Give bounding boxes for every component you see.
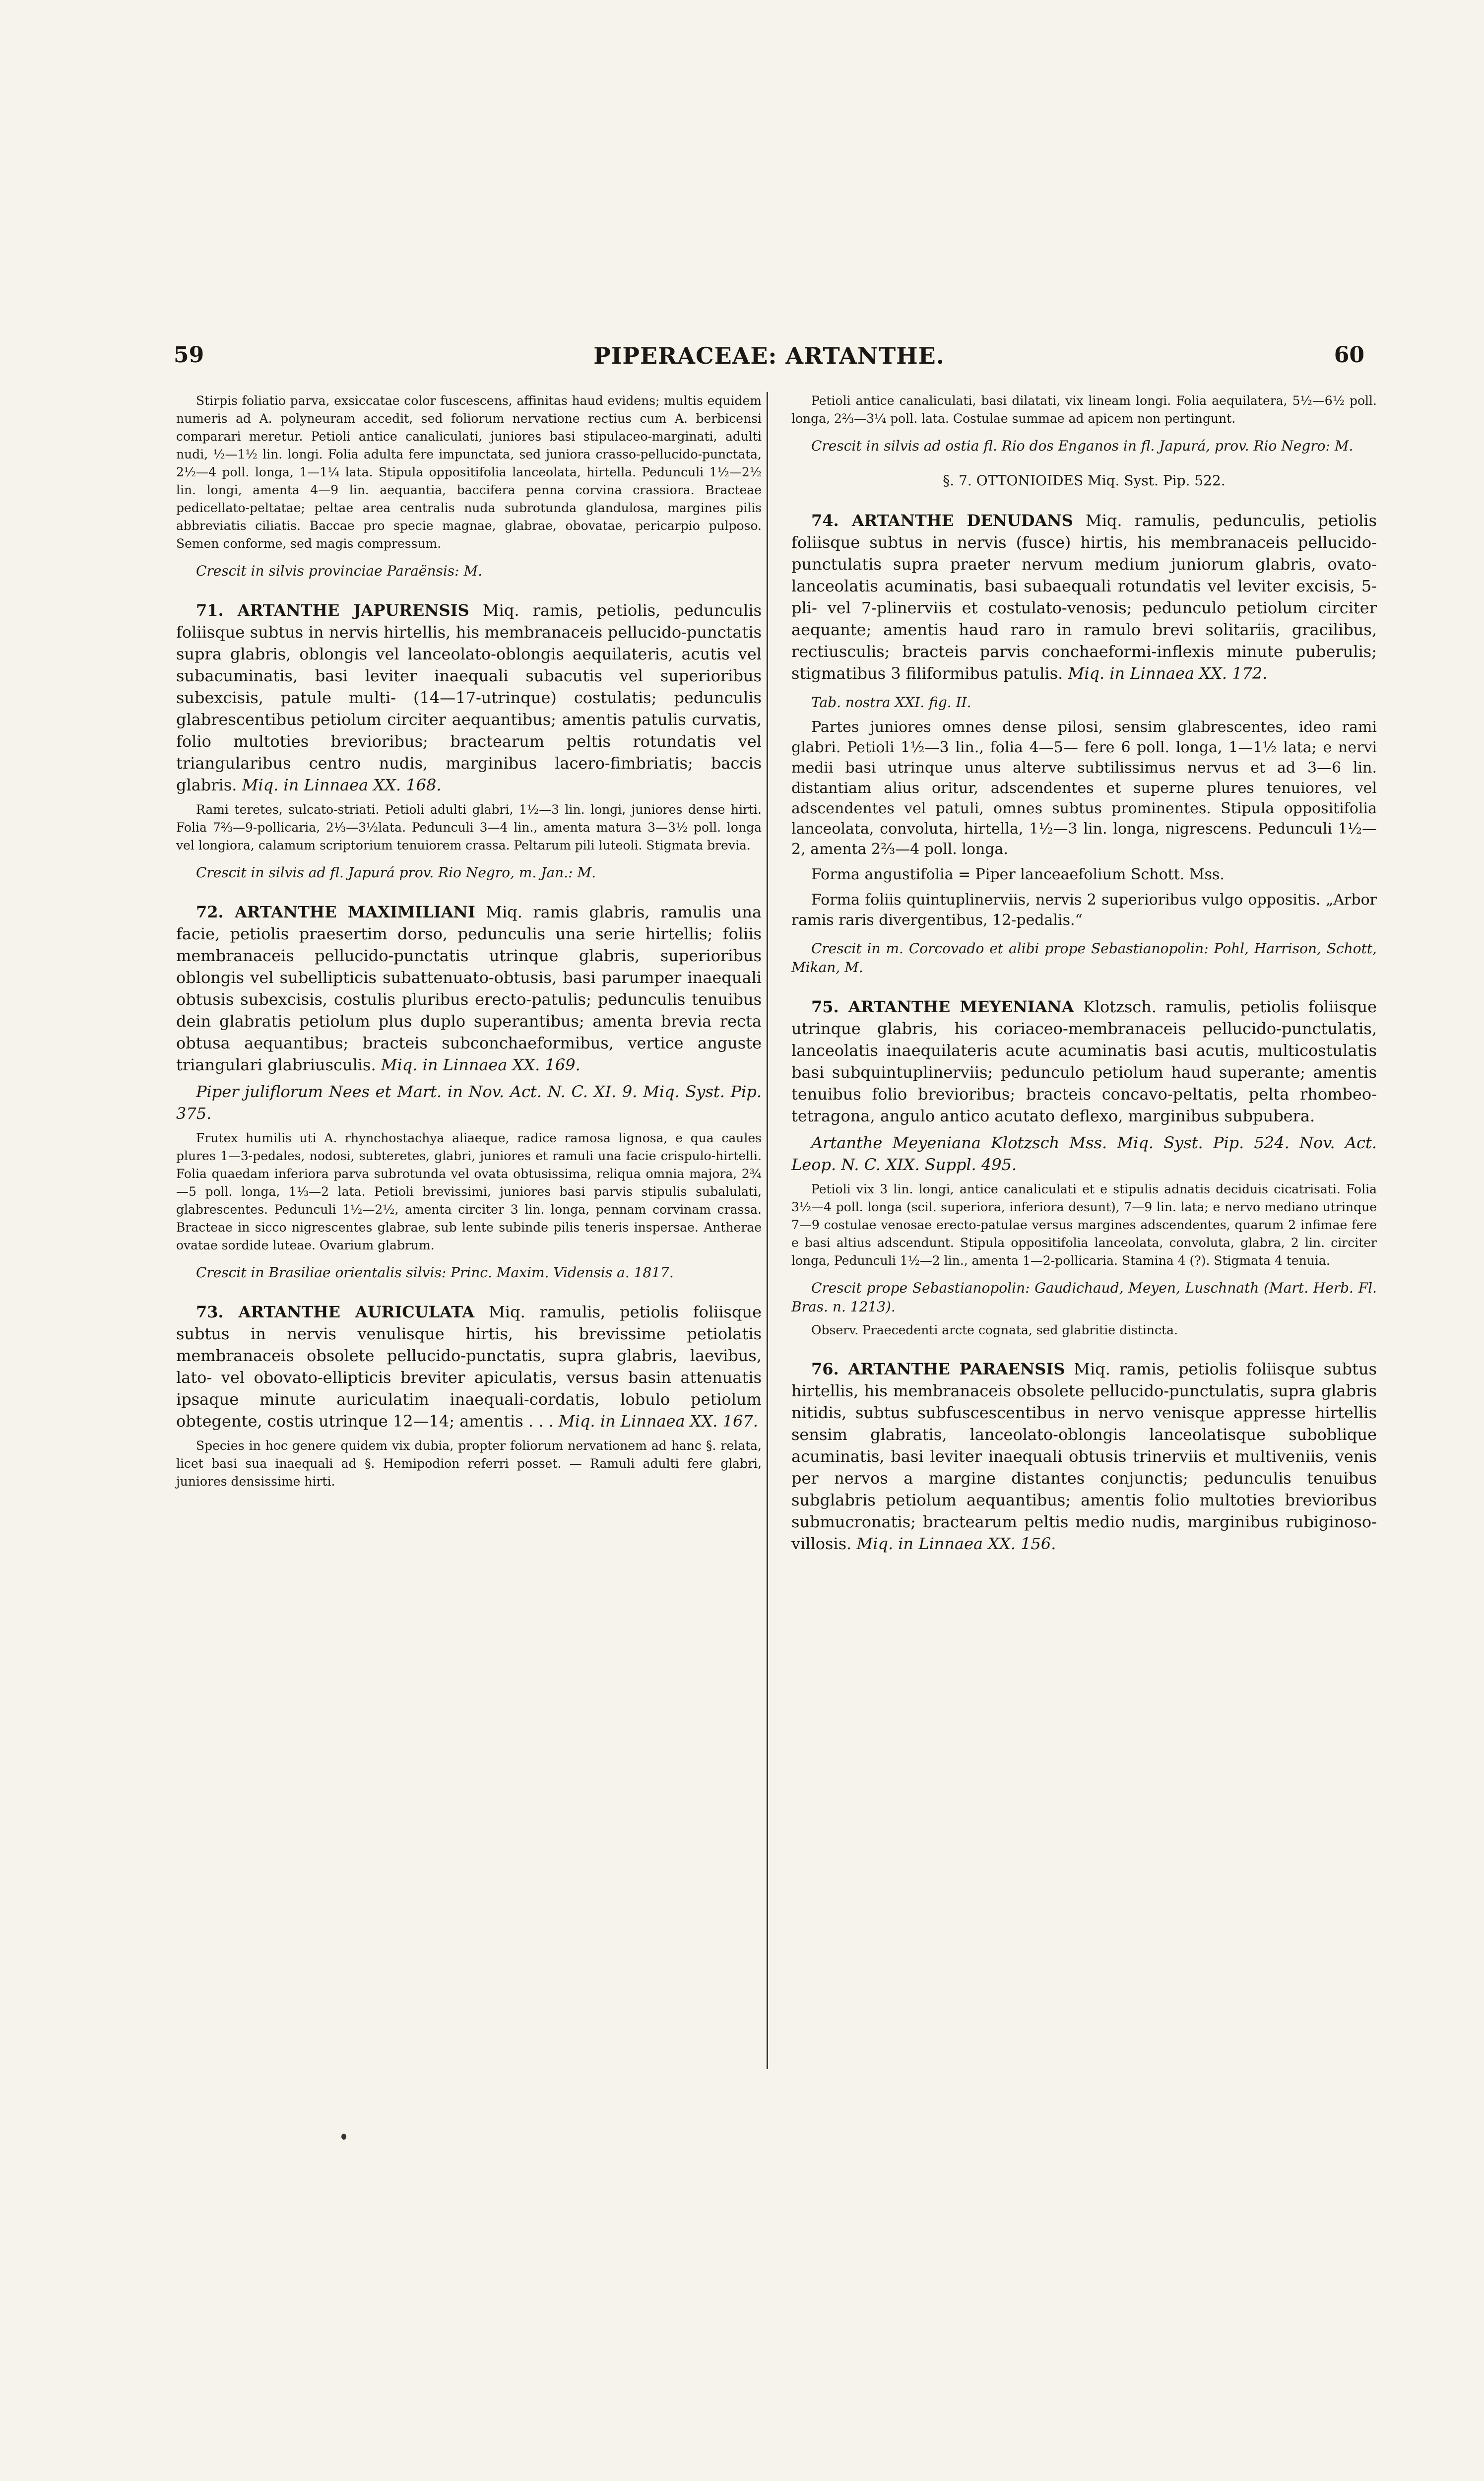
description-paragraph: Frutex humilis uti A. rhynchostachya aliaeque, radice ramosa lignosa, e qua caules plures 1—3-pedales, nodosi, subteretes, glabri, juniores et ramuli una facie crispulo-hirtelli. Folia quaedam inferiora parva subrotunda vel ovata obtusissima, reliqua omnia majora, 2¾—5 poll. longa, 1⅓—2 lata. Petioli brevissimi, juniores basi parvis stipulis subalulati, glabrescentes. Pedunculi 1½—2½, amenta circiter 3 lin. longa, pennam corvinam crassa. Bracteae in sicco nigrescentes glabrae, sub lente subinde pilis teneris inspersae. Antherae ovatae sordide luteae. Ovarium glabrum. — [176, 1131, 762, 1252]
species-diagnosis: Miq. ramis, petiolis, pedunculis foliisque subtus in nervis hirtellis, his membranaceis pellucido-punctatis supra glabris, oblongis vel lanceolato-oblongis aequilateris, acutis vel subacuminatis, basi leviter inaequali subacutis vel superioribus subexcisis, patule multi- (14—17-utrinque) costulatis; pedunculis glabrescentibus petiolum circiter aequantibus; amentis patulis curvatis, folio multoties brevioribus; bractearum peltis rotundatis vel triangularibus centro nudis, marginibus lacero-fimbriatis; baccis glabris. — [176, 601, 762, 794]
species-name: 72. ARTANTHE MAXIMILIANI — [196, 903, 475, 921]
habitat-note: Crescit prope Sebastianopolin: Gaudichaud, Meyen, Luschnath (Mart. Herb. Fl. Bras. n. 1213). — [791, 1280, 1377, 1315]
description-paragraph: Observ. Praecedenti arcte cognata, sed glabritie distincta. — [811, 1323, 1178, 1337]
description-paragraph: Species in hoc genere quidem vix dubia, propter foliorum nervationem ad hanc §. relata, licet basi sua inaequali ad §. Hemipodion referri posset. — Ramuli adulti fere glabri, juniores densissime hirti. — [176, 1438, 762, 1489]
habitat-note: Crescit in silvis ad ostia fl. Rio dos Enganos in fl. Japurá, prov. Rio Negro: M. — [811, 438, 1354, 454]
species-diagnosis: Miq. ramulis, pedunculis, petiolis foliisque subtus in nervis (fusce) hirtis, his membranaceis pellucido-punctulatis supra praeter nervum medium juniorum glabris, ovato-lanceolatis acuminatis, basi subaequali rotundatis vel leviter excisis, 5-pli- vel 7-plinerviis et costulato-venosis; pedunculo petiolum circiter aequante; amentis haud raro in ramulo brevi solitariis, gracilibus, rectiusculis; bracteis parvis conchaeformi-inflexis minute puberulis; stigmatibus 3 filiformibus patulis. — [791, 511, 1377, 683]
species-entry — [176, 599, 762, 796]
body-paragraph: Partes juniores omnes dense pilosi, sensim glabrescentes, ideo rami glabri. Petioli 1½—3 lin., folia 4—5— fere 6 poll. longa, 1—1½ lata; e nervi medii basi utrinque unus alterve subtilissimus nervus et ad 3—6 lin. distantiam alius oritur, adscendentes et superne plures tenuiores, vel adscendentes vel patuli, omnes subtus prominentes. Stipula oppositifolia lanceolata, convoluta, hirtella, 1½—3 lin. longa, nigrescens. Pedunculi 1½—2, amenta 2⅔—4 poll. longa. — [791, 718, 1377, 858]
body-paragraph: Forma angustifolia = Piper lanceaefolium Schott. Mss. — [811, 866, 1225, 883]
species-entry — [791, 510, 1377, 684]
running-title: PIPERACEAE: ARTANTHE. — [593, 342, 945, 369]
right-page-number: 60 — [1334, 342, 1364, 368]
right-column — [791, 392, 1377, 1560]
species-name: 71. ARTANTHE JAPURENSIS — [196, 601, 469, 620]
description-paragraph: Rami teretes, sulcato-striati. Petioli adulti glabri, 1½—3 lin. longi, juniores dense hirti. Folia 7⅔—9-pollicaria, 2⅓—3½lata. Pedunculi 3—4 lin., amenta matura 3—3½ poll. longa vel longiora, calamum scriptorium tenuiorem crassa. Peltarum pili luteoli. Stigmata brevia. — [176, 802, 762, 852]
species-reference: Miq. in Linnaea XX. 167. — [558, 1412, 758, 1431]
species-name: 73. ARTANTHE AURICULATA — [196, 1303, 475, 1321]
habitat-note: Tab. nostra XXI. fig. II. — [811, 694, 971, 711]
species-name: 74. ARTANTHE DENUDANS — [811, 511, 1073, 530]
species-entry — [176, 901, 762, 1076]
species-reference: Miq. in Linnaea XX. 172. — [1068, 664, 1268, 683]
species-name: 76. ARTANTHE PARAENSIS — [811, 1360, 1065, 1378]
species-entry — [791, 1358, 1377, 1555]
left-column — [176, 392, 762, 1496]
description-paragraph: Stirpis foliatio parva, exsiccatae color fuscescens, affinitas haud evidens; multis equidem numeris ad A. polyneuram accedit, sed foliorum nervatione rectius cum A. berbicensi comparari meretur. Petioli antice canaliculati, juniores basi stipulaceo-marginati, adulti nudi, ½—1½ lin. longi. Folia adulta fere impunctata, sed juniora crasso-pellucido-punctata, 2½—4 poll. longa, 1—1¼ lata. Stipula oppositifolia lanceolata, hirtella. Pedunculi 1½—2½ lin. longi, amenta 4—9 lin. aequantia, baccifera penna corvina crassiora. Bracteae pedicellato-peltatae; peltae area centralis nuda subrotunda glandulosa, margines pilis abbreviatis ciliatis. Baccae pro specie magnae, glabrae, obovatae, pericarpio pulposo. Semen conforme, sed magis compressum. — [176, 393, 762, 551]
habitat-note: Crescit in m. Corcovado et alibi prope Sebastianopolin: Pohl, Harrison, Schott, Mikan, M. — [791, 940, 1377, 976]
section-heading: §. 7. OTTONIOIDES Miq. Syst. Pip. 522. — [943, 472, 1226, 489]
left-page-number: 59 — [174, 342, 204, 368]
column-divider — [767, 392, 768, 2069]
habitat-note: Crescit in Brasiliae orientalis silvis: Princ. Maxim. Vidensis a. 1817. — [196, 1264, 674, 1281]
description-paragraph: Petioli vix 3 lin. longi, antice canaliculati et e stipulis adnatis deciduis cicatrisati. Folia 3½—4 poll. longa (scil. superiora, inferiora desunt), 7—9 lin. lata; e nervo mediano utrinque 7—9 costulae venosae erecto-patulae versus margines adscendentes, quarum 2 infimae fere e basi altius adscendunt. Stipula oppositifolia lanceolata, convoluta, glabra, 2 lin. circiter longa, Pedunculi 1½—2 lin., amenta 1—2-pollicaria. Stamina 4 (?). Stigmata 4 tenuia. — [791, 1182, 1377, 1268]
species-name: 75. ARTANTHE MEYENIANA — [811, 997, 1074, 1016]
printer-mark — [341, 2134, 346, 2140]
species-diagnosis: Miq. ramis, petiolis foliisque subtus hirtellis, his membranaceis obsolete pellucido-punctulatis, supra glabris nitidis, subtus subfuscescentibus in nervo venisque appresse hirtellis sensim glabratis, lanceolato-oblongis lanceolatisque suboblique acuminatis, basi leviter inaequali obtusis trinerviis et multiveniis, venis per nervos a margine distantes conjunctis; pedunculis tenuibus subglabris petiolum aequantibus; amentis folio multoties brevioribus submucronatis; bractearum peltis medio nudis, marginibus rubiginoso-villosis. — [791, 1360, 1377, 1553]
species-diagnosis: Klotzsch. ramulis, petiolis foliisque utrinque glabris, his coriaceo-membranaceis pellucido-punctulatis, lanceolatis inaequilateris acute acuminatis basi acutis, multicostulatis basi subquintuplinerviis; pedunculo petiolum haud superante; amentis tenuibus folio brevioribus; bracteis concavo-peltatis, pelta rhombeo-tetragona, angulo antico acutato deflexo, marginibus subpubera. — [791, 997, 1377, 1125]
species-reference: Miq. in Linnaea XX. 169. — [381, 1055, 581, 1074]
body-paragraph: Forma foliis quintuplinerviis, nervis 2 superioribus vulgo oppositis. „Arbor ramis raris divergentibus, 12-pedalis.“ — [791, 891, 1377, 929]
species-diagnosis: Miq. ramulis, petiolis foliisque subtus in nervis venulisque hirtis, his brevissime petiolatis membranaceis obsolete pellucido-punctatis, supra glabris, laevibus, lato- vel obovato-ellipticis breviter apiculatis, versus basin attenuatis ipsaque minute auriculatim inaequali-cordatis, lobulo petiolum obtegente, costis utrinque 12—14; amentis . . . — [176, 1303, 762, 1431]
running-header — [174, 342, 1364, 377]
synonym-reference: Piper juliflorum Nees et Mart. in Nov. Act. N. C. XI. 9. Miq. Syst. Pip. 375. — [176, 1082, 762, 1123]
description-paragraph: Petioli antice canaliculati, basi dilatati, vix lineam longi. Folia aequilatera, 5½—6½ poll. longa, 2⅔—3¼ poll. lata. Costulae summae ad apicem non pertingunt. — [791, 393, 1377, 426]
habitat-note: Crescit in silvis provinciae Paraënsis: M. — [196, 563, 483, 579]
species-entry — [176, 1301, 762, 1432]
synonym-reference: Artanthe Meyeniana Klotzsch Mss. Miq. Syst. Pip. 524. Nov. Act. Leop. N. C. XIX. Suppl. 495. — [791, 1133, 1377, 1174]
species-reference: Miq. in Linnaea XX. 168. — [242, 776, 442, 794]
habitat-note: Crescit in silvis ad fl. Japurá prov. Rio Negro, m. Jan.: M. — [196, 864, 596, 881]
species-reference: Miq. in Linnaea XX. 156. — [856, 1534, 1056, 1553]
species-entry — [791, 996, 1377, 1127]
species-diagnosis: Miq. ramis glabris, ramulis una facie, petiolis praesertim dorso, pedunculis una serie hirtellis; foliis membranaceis pellucido-punctatis utrinque glabris, superioribus oblongis vel subellipticis subattenuato-obtusis, basi parumper inaequali obtusis subexcisis, costulis pluribus erecto-patulis; pedunculis tenuibus dein glabratis petiolum plus duplo superantibus; amenta brevia recta obtusa aequantibus; bracteis subconchaeformibus, vertice anguste triangulari glabriusculis. — [176, 903, 762, 1074]
